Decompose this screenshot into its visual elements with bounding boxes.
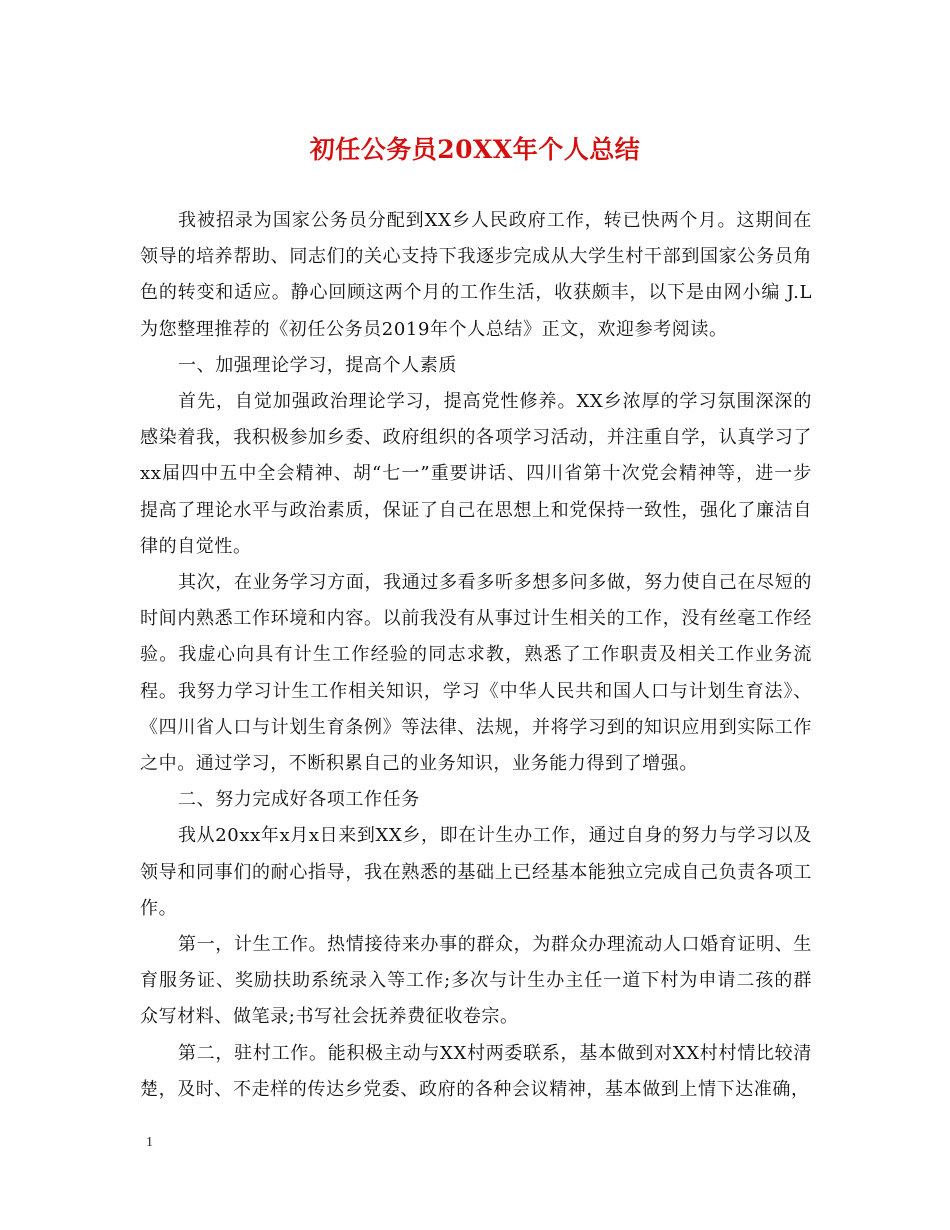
page-number: 1 — [146, 1135, 153, 1150]
section-heading-1: 一、加强理论学习，提高个人素质 — [178, 354, 457, 376]
paragraph-theory-study: 首先，自觉加强政治理论学习，提高党性修养。XX乡浓厚的学习氛围深深的感染着我，我积极参加乡委、政府组织的各项学习活动，并注重自学，认真学习了xx届四中五中全会精神、胡“七一”重要讲话、四川省第十次党会精神等，进一步提高了理论水平与政治素质，保证了自己在思想上和党保持一致性，强化了廉洁自律的自觉性。 — [140, 391, 812, 557]
document-body — [140, 203, 812, 1108]
paragraph-village-work: 第二，驻村工作。能积极主动与XX村两委联系，基本做到对XX村村情比较清楚，及时、不走样的传达乡党委、政府的各种会议精神，基本做到上情下达准确， — [140, 1042, 812, 1100]
paragraph-intro: 我被招录为国家公务员分配到XX乡人民政府工作，转已快两个月。这期间在领导的培养帮助、同志们的关心支持下我逐步完成从大学生村干部到国家公务员角色的转变和适应。静心回顾这两个月的工作生活，收获颇丰，以下是由网小编 J.L为您整理推荐的《初任公务员2019年个人总结》正文，欢迎参考阅读。 — [140, 210, 812, 340]
document-title: 初任公务员20XX年个人总结 — [309, 135, 641, 164]
paragraph-work-start: 我从20xx年x月x日来到XX乡，即在计生办工作，通过自身的努力与学习以及领导和同事们的耐心指导，我在熟悉的基础上已经基本能独立完成自己负责各项工作。 — [140, 825, 812, 919]
paragraph-business-study: 其次，在业务学习方面，我通过多看多听多想多问多做，努力使自己在尽短的时间内熟悉工作环境和内容。以前我没有从事过计生相关的工作，没有丝毫工作经验。我虚心向具有计生工作经验的同志求教，熟悉了工作职责及相关工作业务流程。我努力学习计生工作相关知识，学习《中华人民共和国人口与计划生育法》、《四川省人口与计划生育条例》等法律、法规，并将学习到的知识应用到实际工作之中。通过学习，不断积累自己的业务知识，业务能力得到了增强。 — [140, 572, 812, 775]
section-heading-2: 二、努力完成好各项工作任务 — [178, 789, 420, 811]
paragraph-family-planning: 第一，计生工作。热情接待来办事的群众，为群众办理流动人口婚育证明、生育服务证、奖励扶助系统录入等工作;多次与计生办主任一道下村为申请二孩的群众写材料、做笔录;书写社会抚养费征收卷宗。 — [140, 934, 812, 1028]
